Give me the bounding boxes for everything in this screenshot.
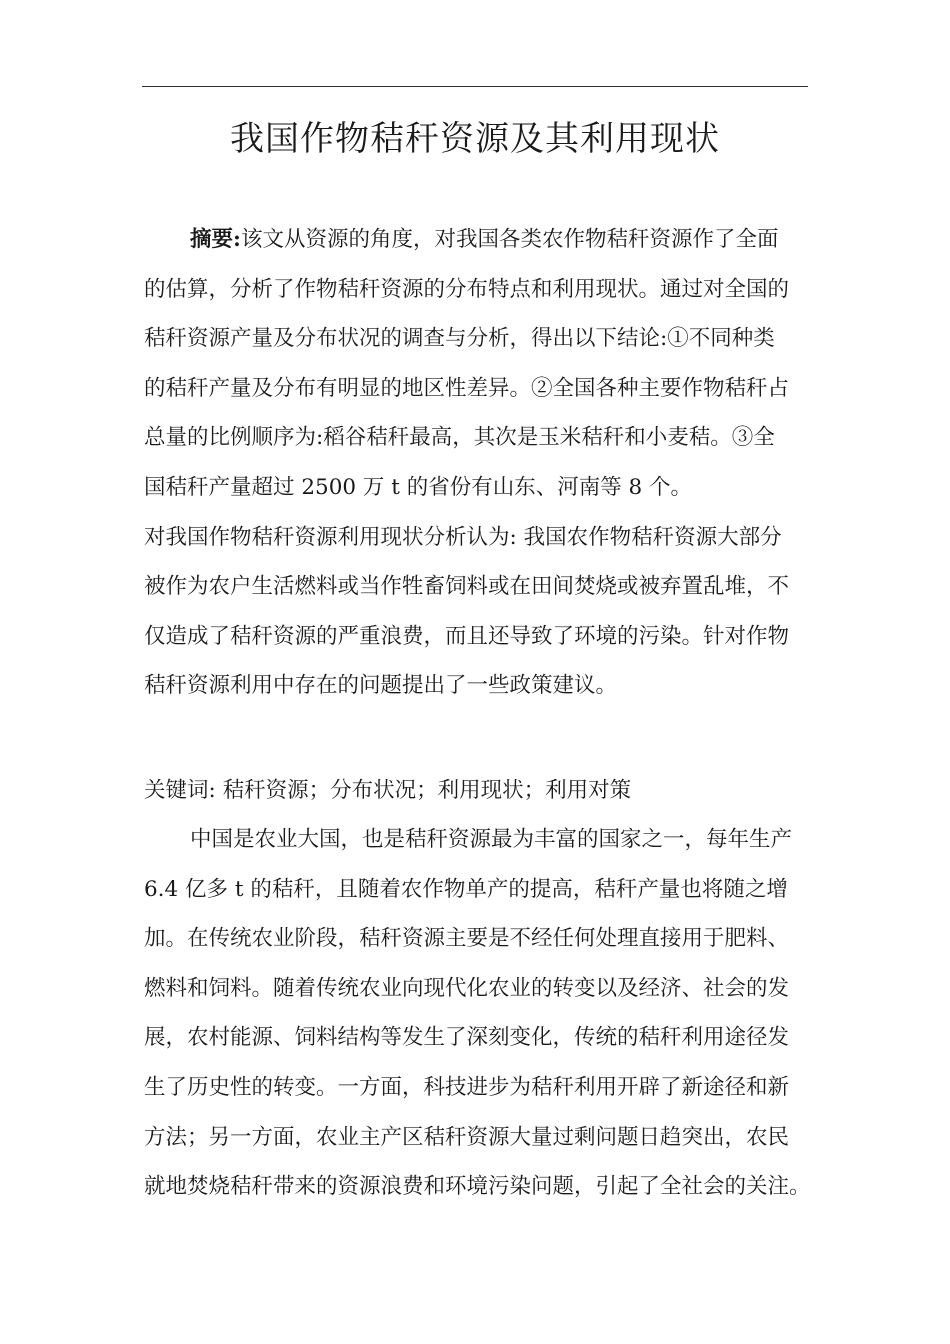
abstract-cont-line-4: 秸秆资源利用中存在的问题提出了一些政策建议。	[144, 673, 618, 699]
abstract-line-2: 的估算，分析了作物秸秆资源的分布特点和利用现状。通过对全国的	[144, 276, 790, 302]
body-line-6: 生了历史性的转变。一方面，科技进步为秸秆利用开辟了新途径和新	[144, 1074, 790, 1100]
body-line-1: 中国是农业大国，也是秸秆资源最为丰富的国家之一，每年生产	[190, 827, 793, 852]
abstract-cont-line-1: 对我国作物秸秆资源利用现状分析认为: 我国农作物秸秆资源大部分	[144, 524, 782, 550]
abstract-block	[144, 215, 814, 711]
abstract-label: 摘要:	[190, 227, 241, 252]
abstract-cont-line-3: 仅造成了秸秆资源的严重浪费，而且还导致了环境的污染。针对作物	[144, 623, 790, 649]
body-line-5: 展，农村能源、饲料结构等发生了深刻变化，传统的秸秆利用途径发	[144, 1025, 790, 1051]
body-line-7: 方法；另一方面，农业主产区秸秆资源大量过剩问题日趋突出，农民	[144, 1124, 790, 1150]
abstract-line-4: 的秸秆产量及分布有明显的地区性差异。②全国各种主要作物秸秆占	[144, 375, 790, 401]
body-line-2: 6.4 亿多 t 的秸秆，且随着农作物单产的提高，秸秆产量也将随之增	[144, 876, 788, 902]
abstract-line-6: 国秸秆产量超过 2500 万 t 的省份有山东、河南等 8 个。	[144, 474, 693, 500]
header-rule	[142, 86, 808, 87]
keywords: 关键词: 秸秆资源；分布状况；利用现状；利用对策	[144, 778, 632, 803]
abstract-line-1	[144, 215, 814, 265]
body-line-4: 燃料和饲料。随着传统农业向现代化农业的转变以及经济、社会的发	[144, 975, 790, 1001]
abstract-line-3: 秸秆资源产量及分布状况的调查与分析，得出以下结论:①不同种类	[144, 326, 775, 352]
body-line-8: 就地焚烧秸秆带来的资源浪费和环境污染问题，引起了全社会的关注。	[144, 1174, 811, 1200]
abstract-line-5: 总量的比例顺序为:稻谷秸秆最高，其次是玉米秸秆和小麦秸。③全	[144, 425, 775, 451]
body-line-3: 加。在传统农业阶段，秸秆资源主要是不经任何处理直接用于肥料、	[144, 926, 790, 952]
abstract-text: 该文从资源的角度，对我国各类农作物秸秆资源作了全面	[240, 227, 779, 252]
document-title: 我国作物秸秆资源及其利用现状	[230, 119, 720, 159]
body-paragraph	[144, 815, 814, 1212]
abstract-cont-line-2: 被作为农户生活燃料或当作牲畜饲料或在田间焚烧或被弃置乱堆，不	[144, 574, 790, 600]
